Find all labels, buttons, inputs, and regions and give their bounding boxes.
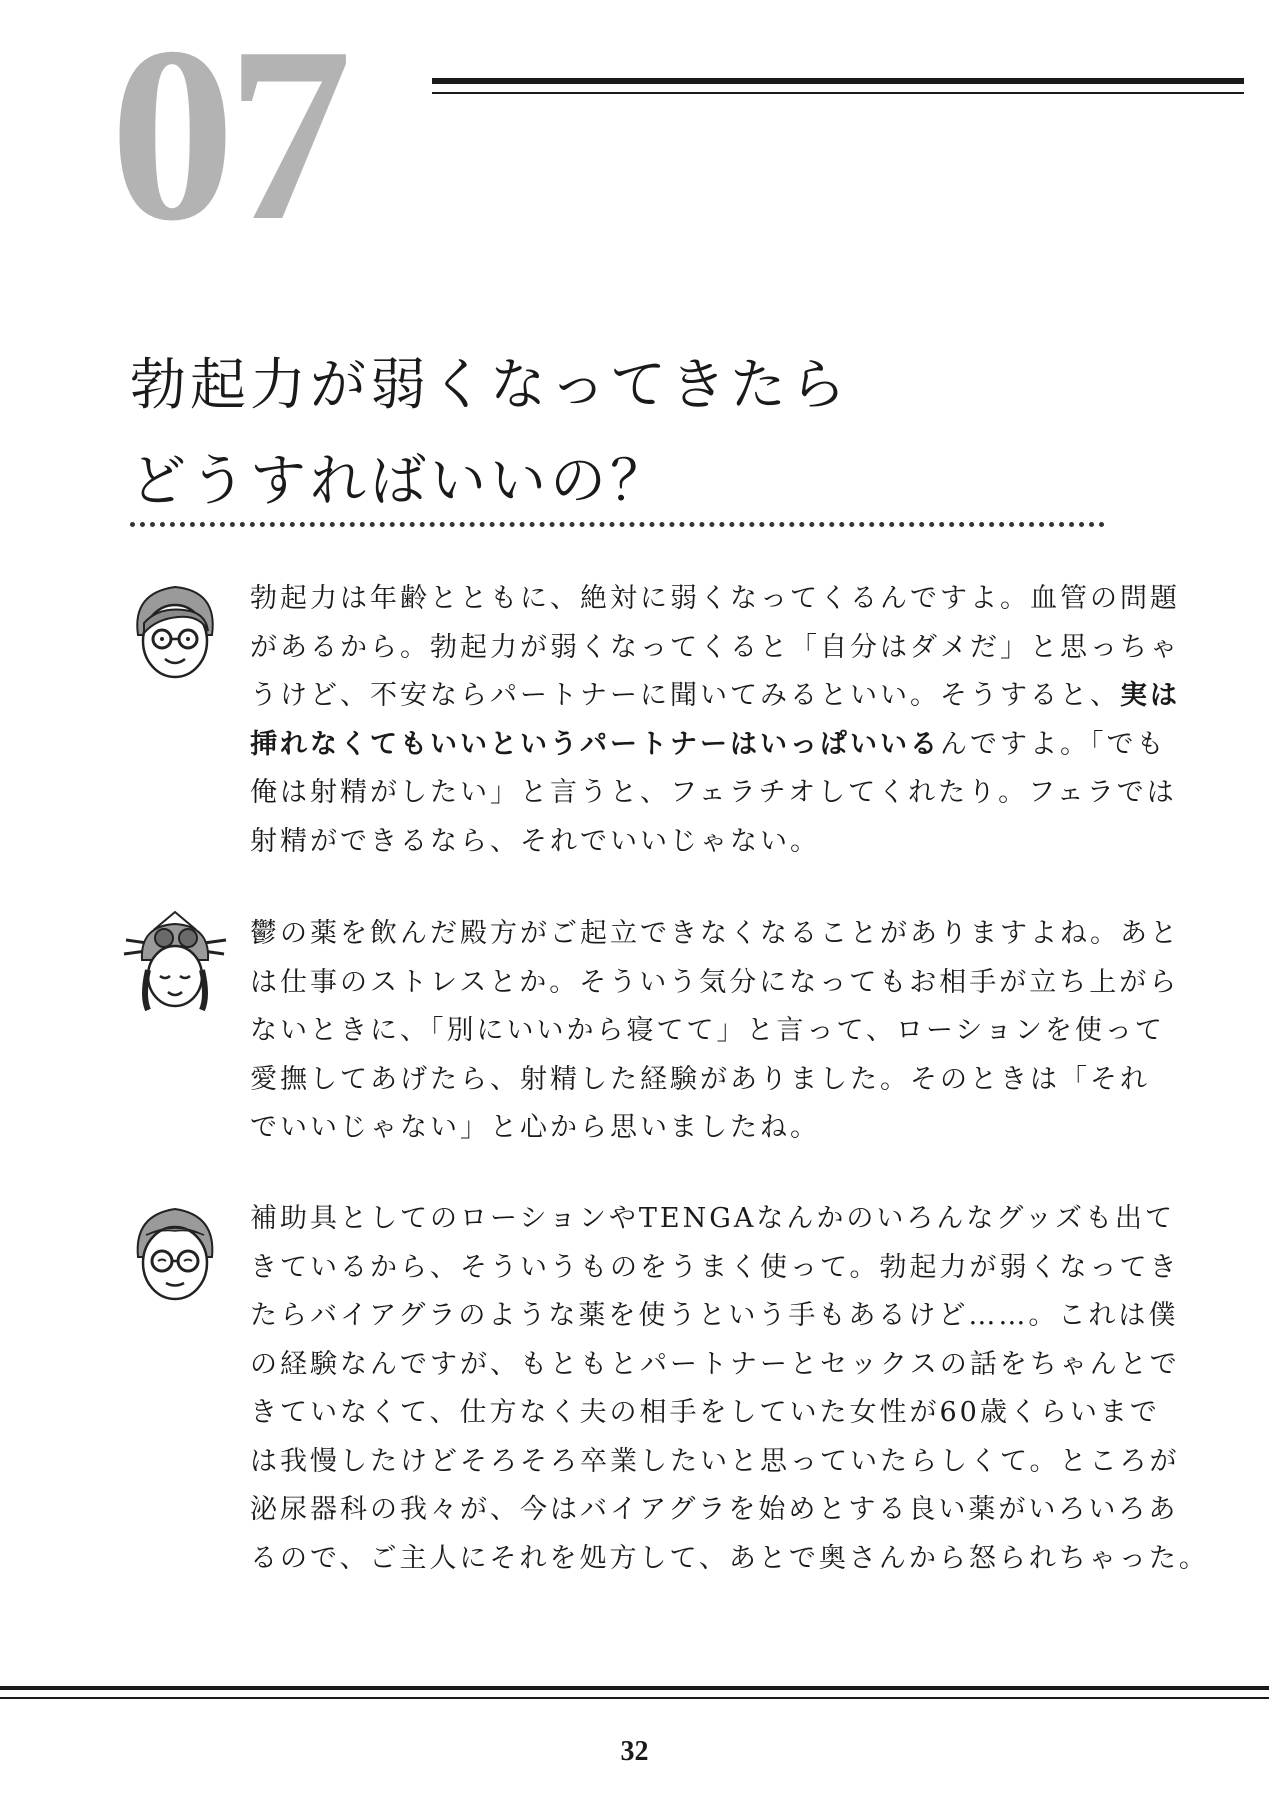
doctor-with-glasses-icon [120,575,230,685]
text-line: きていなくて、仕方なく夫の相手をしていた女性が60歳くらいまで [250,1397,1160,1428]
text-line: 俺は射精がしたい」と言うと、フェラチオしてくれたり。フェラでは [250,777,1177,808]
footer-rule-thin [0,1697,1269,1699]
text-line: 補助具としてのローションやTENGAなんかのいろんなグッズも出て [250,1203,1175,1234]
text-line: きているから、そういうものをうまく使って。勃起力が弱くなってき [250,1251,1180,1283]
text-line: うけど、不安ならパートナーに聞いてみるといい。そうすると、 [250,680,1120,711]
emphasis-text: 実は [1120,680,1180,711]
header-rule-thin [432,92,1244,94]
text-line: があるから。勃起力が弱くなってくると「自分はダメだ」と思っちゃ [250,631,1180,663]
text-line: んですよ。「でも [940,728,1167,760]
header-rule-thick [432,78,1244,84]
text-line: は仕事のストレスとか。そういう気分になってもお相手が立ち上がら [250,966,1180,998]
chapter-title [130,338,1130,530]
text-line: 愛撫してあげたら、射精した経験がありました。そのときは「それ [250,1063,1150,1095]
text-line: 勃起力は年齢とともに、絶対に弱くなってくるんですよ。血管の問題 [250,583,1180,614]
text-line: 射精ができるなら、それでいいじゃない。 [250,825,820,857]
dotted-divider [130,522,1105,527]
dialogue-text-3 [250,1195,1230,1583]
text-line: でいいじゃない」と心から思いましたね。 [250,1112,820,1143]
emphasis-text: 挿れなくてもいいというパートナーはいっぱいいる [250,728,940,760]
footer-rule-thick [0,1686,1269,1690]
chapter-title-line-1: 勃起力が弱くなってきたら [130,352,850,418]
text-line: の経験なんですが、もともとパートナーとセックスの話をちゃんとで [250,1348,1180,1380]
dialogue-text-2 [250,910,1230,1153]
text-line: たらバイアグラのような薬を使うという手もあるけど……。これは僕 [250,1300,1179,1331]
older-man-with-glasses-icon [120,1195,230,1305]
dialogue-text-1 [250,575,1230,866]
text-line: ないときに、「別にいいから寝てて」と言って、ローションを使って [250,1015,1165,1046]
text-line: るので、ご主人にそれを処方して、あとで奥さんから怒られちゃった。 [250,1542,1209,1574]
page-number: 32 [620,1736,649,1767]
chapter-title-line-2: どうすればいいの？ [130,448,670,514]
text-line: 鬱の薬を飲んだ殿方がご起立できなくなることがありますよね。あと [250,918,1180,949]
text-line: は我慢したけどそろそろ卒業したいと思っていたらしくて。ところが [250,1445,1180,1477]
oiran-woman-icon [120,910,230,1020]
text-line: 泌尿器科の我々が、今はバイアグラを始めとする良い薬がいろいろあ [250,1494,1179,1525]
chapter-number: 07 [110,0,344,273]
